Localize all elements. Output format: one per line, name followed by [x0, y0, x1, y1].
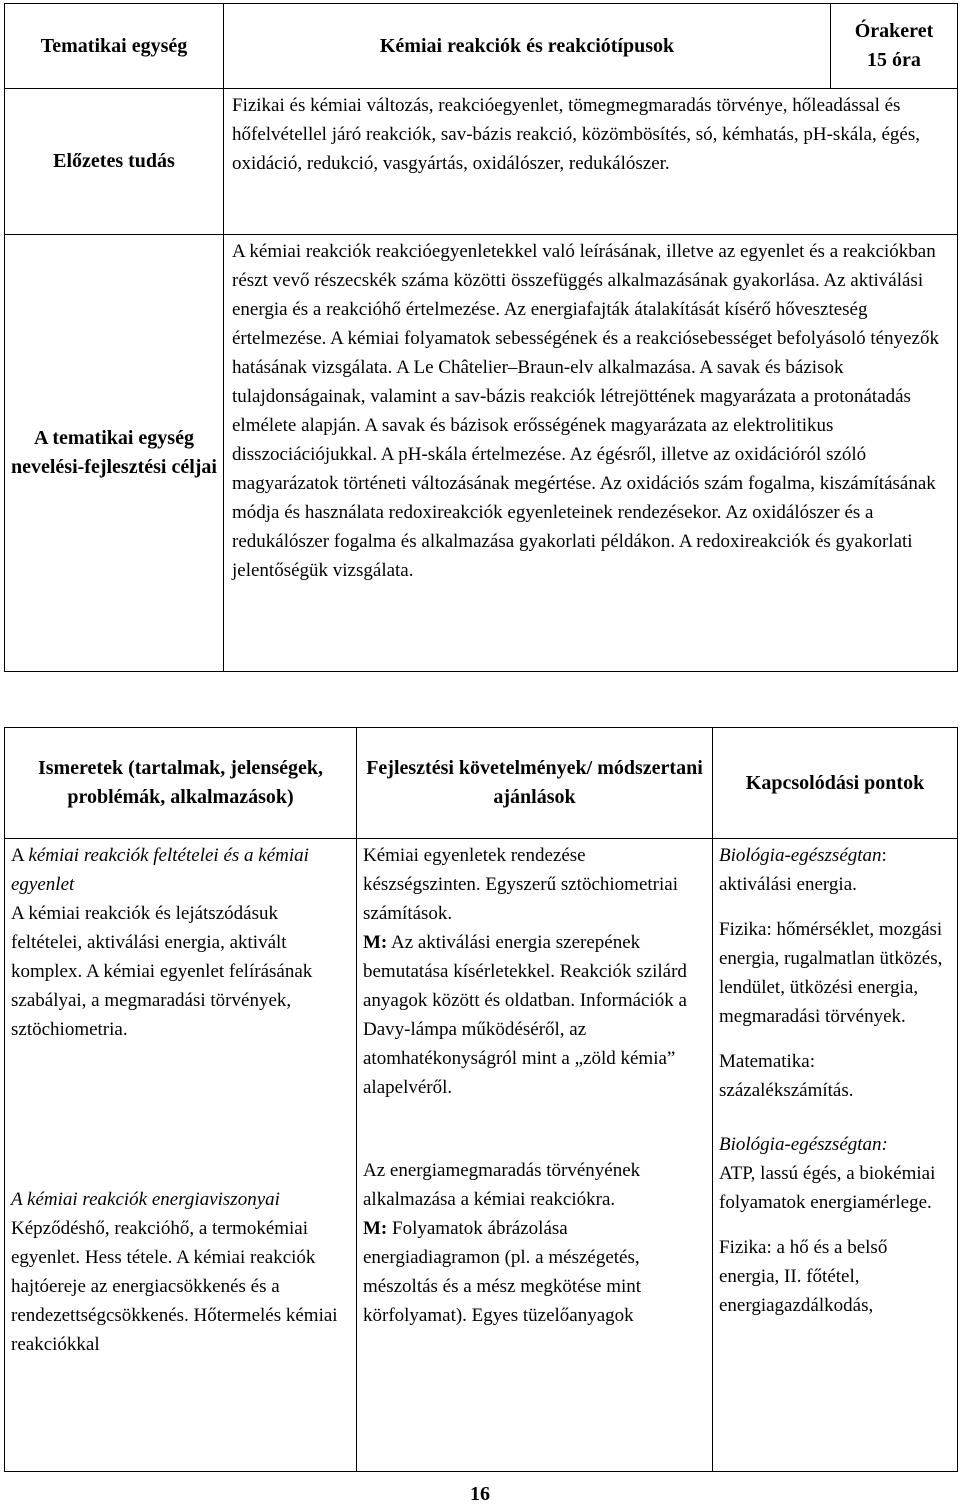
knowledge-block-1-text: A kémiai reakciók és lejátszódásuk feltételei, aktiválási energia, aktivált komplex. A kémiai egyenlet felírásának szabályai, a megmaradási törvények, sztöchiometria.	[11, 903, 313, 1040]
knowledge-block-2-title: A kémiai reakciók energiaviszonyai	[11, 1189, 280, 1210]
prior-knowledge-text-cell	[224, 89, 958, 235]
requirements-block-2-text: Az energiamegmaradás törvényének alkalmazása a kémiai reakciókra.	[363, 1160, 641, 1210]
connections-cell	[713, 839, 958, 1472]
duration-cell	[831, 4, 958, 89]
connection-biology-2-text: ATP, lassú égés, a biokémiai folyamatok energiamérlege.	[719, 1163, 936, 1213]
requirements-header-cell	[357, 728, 713, 839]
connection-biology-1-text: aktiválási energia.	[719, 874, 857, 895]
connection-biology-1	[719, 841, 951, 899]
prior-knowledge-text: Fizikai és kémiai változás, reakcióegyenlet, tömegmegmaradás törvénye, hőleadással és hőfelvétellel járó reakciók, sav-bázis reakció, közömbösítés, só, kémhatás, pH-skála, égés, oxidáció, redukció, vasgyártás, oxidálószer, redukálószer.	[232, 95, 920, 174]
requirements-block-1	[363, 841, 706, 1102]
knowledge-cell	[5, 839, 357, 1472]
connection-physics-1	[719, 915, 951, 1031]
knowledge-block-1	[11, 841, 350, 1044]
requirements-block-1-text: Kémiai egyenletek rendezése készségszinten. Egyszerű sztöchiometriai számítások.	[363, 845, 678, 924]
unit-title-cell	[224, 4, 831, 89]
connection-biology-2-subject: Biológia-egészségtan:	[719, 1134, 888, 1155]
knowledge-block-1-prefix: A	[11, 845, 29, 866]
page-number: 16	[470, 1483, 490, 1505]
knowledge-header-cell	[5, 728, 357, 839]
unit-label: Tematikai egység	[40, 34, 188, 57]
connection-physics-2-text: Fizika: a hő és a belső energia, II. főtétel, energiagazdálkodás,	[719, 1237, 888, 1316]
prior-knowledge-label-cell	[5, 89, 224, 235]
unit-label-cell	[5, 4, 224, 89]
duration-value: 15 óra	[867, 49, 921, 71]
unit-overview-table	[4, 3, 958, 672]
duration-label: Órakeret	[854, 20, 934, 42]
curriculum-detail-table	[4, 727, 958, 1472]
connection-biology-1-colon: :	[881, 845, 887, 866]
knowledge-header: Ismeretek (tartalmak, jelenségek, problémák, alkalmazások)	[37, 757, 324, 808]
connection-math-1-text: Matematika: százalékszámítás.	[719, 1051, 854, 1101]
goals-label: A tematikai egység nevelési-fejlesztési céljai	[10, 427, 217, 478]
goals-text-cell	[224, 235, 958, 672]
requirements-block-2	[363, 1156, 706, 1330]
requirements-cell	[357, 839, 713, 1472]
requirements-block-2-method: Folyamatok ábrázolása energiadiagramon (pl. a mészégetés, mészoltás és a mész megkötése mint körfolyamat). Egyes tüzelőanyagok	[363, 1218, 642, 1326]
connection-math-1	[719, 1047, 951, 1105]
requirements-block-1-method: Az aktiválási energia szerepének bemutatása kísérletekkel. Reakciók szilárd anyagok között és oldatban. Információk a Davy-lámpa működéséről, az atomhatékonyságról mint a „zöld kémia” alapelvéről.	[363, 932, 687, 1098]
connections-header-cell	[713, 728, 958, 839]
prior-knowledge-label: Előzetes tudás	[53, 150, 175, 172]
knowledge-block-1-title: kémiai reakciók feltételei és a kémiai egyenlet	[11, 845, 309, 895]
connections-header: Kapcsolódási pontok	[745, 771, 925, 794]
connection-physics-2	[719, 1233, 951, 1320]
connection-biology-2	[719, 1130, 951, 1217]
connection-biology-1-subject: Biológia-egészségtan	[719, 845, 882, 866]
method-marker: M:	[363, 1218, 388, 1239]
goals-text: A kémiai reakciók reakcióegyenletekkel való leírásának, illetve az egyenlet és a reakciókban részt vevő részecskék száma közötti összefüggés alkalmazásának gyakorlása. Az aktiválási energia és a reakcióhő értelmezése. Az energiafajták átalakítását kísérő hőveszteség értelmezése. A kémiai folyamatok sebességének és a reakciósebességet befolyásoló tényezők hatásának vizsgálata. A Le Châtelier–Braun-elv alkalmazása. A savak és bázisok tulajdonságainak, valamint a sav-bázis reakciók létrejöttének magyarázata a protonátadás elmélete alapján. A savak és bázisok erősségének magyarázata az elektrolitikus disszociációjukkal. A pH-skála értelmezése. Az égésről, illetve az oxidációról szóló magyarázatok történeti változásának megértése. Az oxidációs szám fogalma, kiszámításának módja és használata redoxireakciók egyenleteinek rendezésekor. Az oxidálószer és a redukálószer fogalma és alkalmazása gyakorlati példákon. A redoxireakciók és gyakorlati jelentőségük vizsgálata.	[232, 241, 939, 581]
connection-physics-1-text: Fizika: hőmérséklet, mozgási energia, rugalmatlan ütközés, lendület, ütközési energia, megmaradási törvények.	[719, 919, 943, 1027]
knowledge-block-2	[11, 1185, 350, 1359]
method-marker: M:	[363, 932, 388, 953]
requirements-header: Fejlesztési követelmények/ módszertani ajánlások	[366, 757, 703, 808]
goals-label-cell	[5, 235, 224, 672]
unit-title: Kémiai reakciók és reakciótípusok	[379, 34, 675, 57]
knowledge-block-2-text: Képződéshő, reakcióhő, a termokémiai egyenlet. Hess tétele. A kémiai reakciók hajtóereje az energiacsökkenés és a rendezettségcsökkenés. Hőtermelés kémiai reakciókkal	[11, 1218, 338, 1355]
